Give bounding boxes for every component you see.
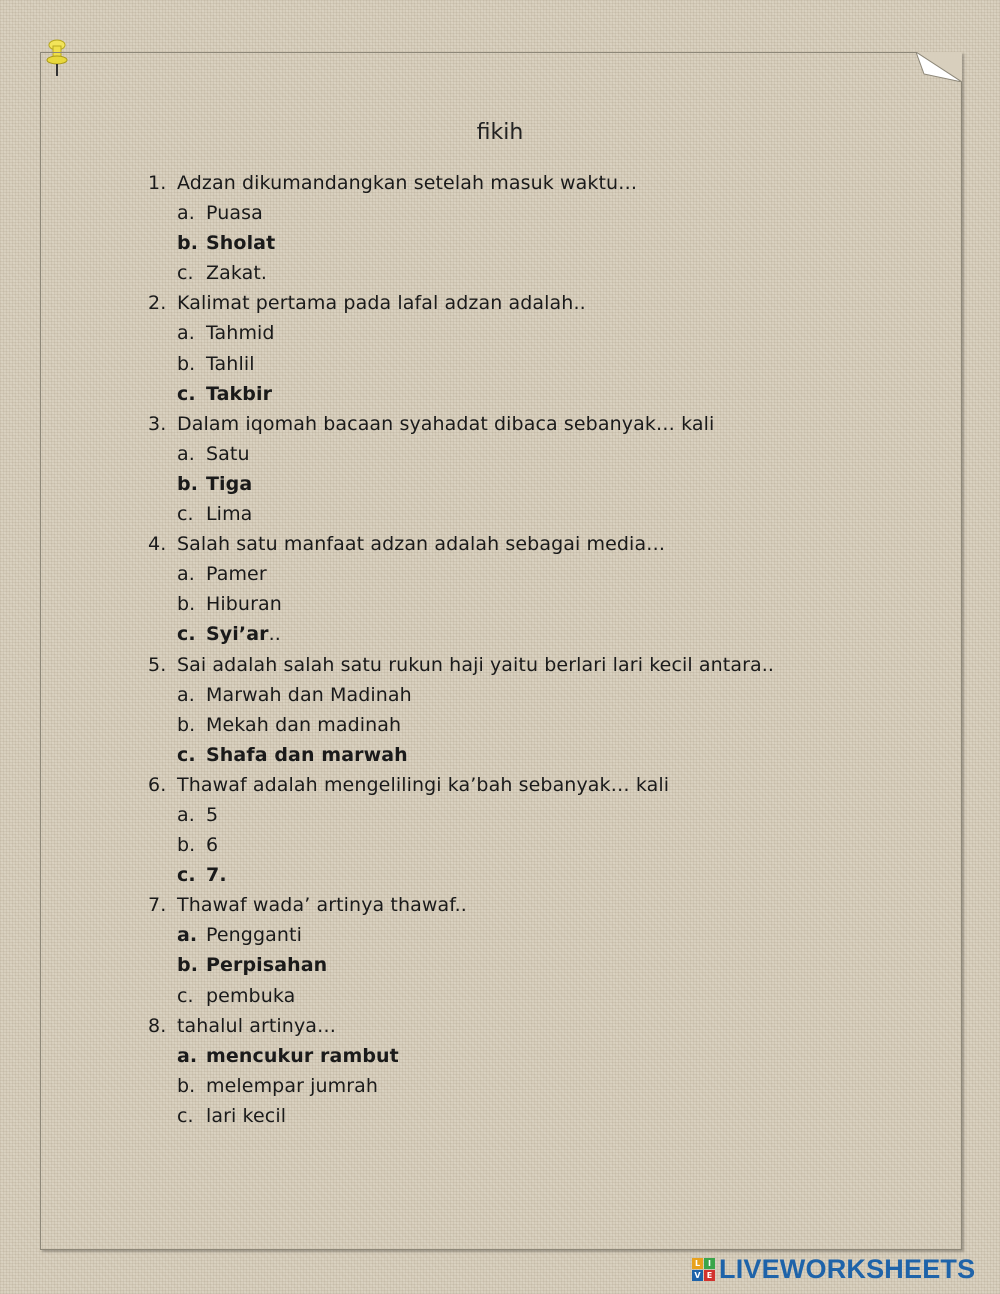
option-text: 6	[206, 834, 219, 857]
option-letter: c.	[177, 864, 196, 887]
answer-option[interactable]	[148, 318, 774, 348]
option-letter: c.	[177, 503, 194, 526]
question-text: Thawaf wada’ artinya thawaf..	[177, 894, 467, 917]
option-letter: a.	[177, 442, 195, 465]
option-letter: a.	[177, 563, 195, 586]
question-number: 7.	[148, 894, 167, 917]
question-row	[148, 409, 774, 439]
option-letter: a.	[177, 924, 198, 947]
answer-option[interactable]	[148, 1041, 774, 1071]
option-suffix: ..	[268, 623, 281, 646]
question-text: tahalul artinya…	[177, 1014, 337, 1037]
option-letter: a.	[177, 322, 195, 345]
answer-option[interactable]	[148, 559, 774, 589]
option-text: 5	[206, 803, 219, 826]
page-curl-icon	[916, 52, 962, 82]
option-text: Mekah dan madinah	[206, 713, 402, 736]
question-item	[148, 409, 774, 529]
worksheet-title: fikih	[476, 120, 524, 145]
question-item	[148, 529, 774, 649]
question-item	[148, 650, 774, 770]
question-item	[148, 288, 774, 408]
option-text: melempar jumrah	[206, 1074, 379, 1097]
option-letter: c.	[177, 382, 196, 405]
answer-option[interactable]	[148, 619, 774, 649]
question-row	[148, 770, 774, 800]
question-row	[148, 168, 774, 198]
option-letter: a.	[177, 202, 195, 225]
option-text: Puasa	[206, 202, 263, 225]
option-letter: b.	[177, 232, 199, 255]
question-number: 6.	[148, 773, 167, 796]
option-letter: b.	[177, 593, 196, 616]
answer-option[interactable]	[148, 920, 774, 950]
answer-option[interactable]	[148, 1101, 774, 1131]
logo-tile: E	[704, 1270, 715, 1281]
option-text: pembuka	[206, 984, 296, 1007]
option-text: lari kecil	[206, 1104, 287, 1127]
answer-option[interactable]	[148, 710, 774, 740]
question-item	[148, 770, 774, 890]
option-text: Pengganti	[206, 924, 302, 947]
option-letter: a.	[177, 803, 195, 826]
answer-option[interactable]	[148, 1071, 774, 1101]
question-item	[148, 1011, 774, 1131]
question-number: 4.	[148, 533, 167, 556]
answer-option[interactable]	[148, 981, 774, 1011]
option-text: mencukur rambut	[206, 1044, 399, 1067]
option-text: Sholat	[206, 232, 276, 255]
answer-option[interactable]	[148, 800, 774, 830]
answer-option[interactable]	[148, 198, 774, 228]
question-list	[148, 168, 774, 1131]
option-text: Lima	[206, 503, 253, 526]
option-text: Tahmid	[206, 322, 275, 345]
answer-option[interactable]	[148, 439, 774, 469]
answer-option[interactable]	[148, 258, 774, 288]
answer-option[interactable]	[148, 589, 774, 619]
question-number: 3.	[148, 412, 167, 435]
question-item	[148, 168, 774, 288]
option-text: Marwah dan Madinah	[206, 683, 412, 706]
question-text: Thawaf adalah mengelilingi ka’bah sebanyak… kali	[177, 773, 670, 796]
logo-text: LIVEWORKSHEETS	[719, 1253, 976, 1284]
option-text: Tahlil	[206, 352, 255, 375]
option-letter: c.	[177, 262, 194, 285]
option-text: Tiga	[206, 472, 253, 495]
question-text: Sai adalah salah satu rukun haji yaitu berlari lari kecil antara..	[177, 653, 775, 676]
question-row	[148, 529, 774, 559]
option-text: Shafa dan marwah	[206, 743, 408, 766]
answer-option[interactable]	[148, 228, 774, 258]
logo-tile: V	[692, 1270, 703, 1281]
option-letter: b.	[177, 954, 199, 977]
answer-option[interactable]	[148, 680, 774, 710]
question-item	[148, 890, 774, 1010]
option-letter: b.	[177, 472, 199, 495]
question-row	[148, 890, 774, 920]
option-letter: a.	[177, 1044, 198, 1067]
option-letter: c.	[177, 1104, 194, 1127]
option-text: Syi’ar	[206, 623, 269, 646]
option-letter: b.	[177, 1074, 196, 1097]
option-letter: b.	[177, 834, 196, 857]
liveworksheets-logo	[692, 1254, 975, 1284]
question-row	[148, 650, 774, 680]
question-row	[148, 1011, 774, 1041]
logo-grid-icon	[692, 1258, 715, 1281]
option-letter: c.	[177, 743, 196, 766]
answer-option[interactable]	[148, 950, 774, 980]
option-text: Pamer	[206, 563, 267, 586]
answer-option[interactable]	[148, 830, 774, 860]
option-letter: c.	[177, 984, 194, 1007]
option-letter: b.	[177, 352, 196, 375]
option-letter: c.	[177, 623, 196, 646]
question-number: 8.	[148, 1014, 167, 1037]
answer-option[interactable]	[148, 860, 774, 890]
question-number: 2.	[148, 292, 167, 315]
option-text: Satu	[206, 442, 250, 465]
option-text: Zakat.	[206, 262, 268, 285]
answer-option[interactable]	[148, 499, 774, 529]
question-text: Dalam iqomah bacaan syahadat dibaca sebanyak… kali	[177, 412, 715, 435]
option-text: Takbir	[206, 382, 273, 405]
answer-option[interactable]	[148, 349, 774, 379]
question-number: 1.	[148, 172, 167, 194]
answer-option[interactable]	[148, 740, 774, 770]
answer-option[interactable]	[148, 379, 774, 409]
option-text: Perpisahan	[206, 954, 328, 977]
logo-tile: I	[704, 1258, 715, 1269]
question-row	[148, 288, 774, 318]
option-text: Hiburan	[206, 593, 282, 616]
question-number: 5.	[148, 653, 167, 676]
question-text: Salah satu manfaat adzan adalah sebagai media…	[177, 533, 666, 556]
question-text: Adzan dikumandangkan setelah masuk waktu…	[177, 172, 638, 194]
option-text: 7.	[206, 864, 227, 887]
answer-option[interactable]	[148, 469, 774, 499]
question-text: Kalimat pertama pada lafal adzan adalah..	[177, 292, 586, 315]
logo-tile: L	[692, 1258, 703, 1269]
option-letter: a.	[177, 683, 195, 706]
option-letter: b.	[177, 713, 196, 736]
